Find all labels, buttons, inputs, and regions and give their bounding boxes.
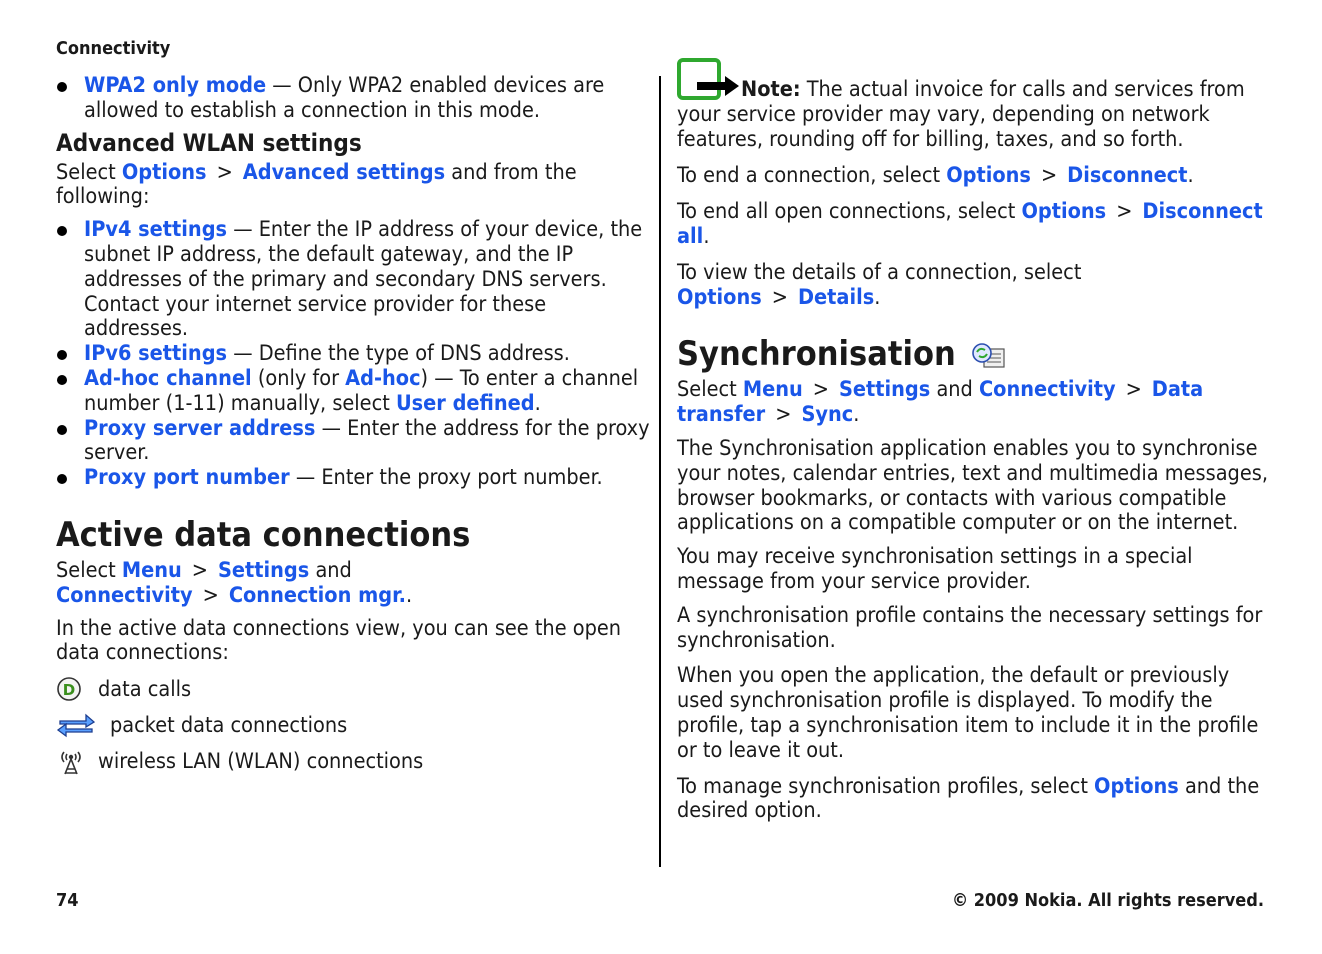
text-run: . — [874, 284, 881, 310]
copyright-notice: © 2009 Nokia. All rights reserved. — [951, 890, 1264, 911]
details-link[interactable]: Details — [797, 284, 875, 310]
options-link[interactable]: Options — [1021, 199, 1107, 225]
proxy-server-address-link[interactable]: Proxy server address — [84, 415, 316, 441]
adhoc-channel-link[interactable]: Ad-hoc channel — [84, 365, 252, 391]
path-separator: > — [1040, 163, 1058, 189]
disconnect-link[interactable]: Disconnect — [1067, 163, 1188, 189]
text-run: . — [534, 390, 541, 416]
path-separator: > — [216, 159, 233, 185]
note-icon — [677, 58, 741, 102]
connection-types — [56, 674, 652, 776]
path-separator: > — [1125, 377, 1142, 403]
ipv6-settings-link[interactable]: IPv6 settings — [84, 341, 228, 367]
active-connections-desc: In the active data connections view, you can see the open data connections: — [56, 615, 622, 666]
text-run: . — [405, 582, 413, 608]
end-all-paragraph — [677, 200, 1277, 250]
settings-link[interactable]: Settings — [217, 557, 310, 583]
text-run: and — [309, 557, 352, 583]
text-run: To end all open connections, select — [677, 199, 1022, 225]
list-item-text: — Enter the IP address of your device, the subnet IP address, the default gateway, and the IP addresses of the primary and secondary DNS servers. Contact your internet service provider for these addresses. — [84, 217, 643, 342]
column-divider — [659, 76, 661, 867]
running-header: Connectivity — [56, 38, 171, 59]
text-run: and the desired option. — [677, 773, 1260, 824]
adhoc-link[interactable]: Ad-hoc — [345, 365, 421, 391]
connection-type-row — [56, 674, 652, 704]
options-link[interactable]: Options — [121, 159, 207, 185]
details-paragraph — [677, 261, 1277, 311]
connection-type-label: packet data connections — [110, 712, 348, 738]
list-item-text: — Enter the address for the proxy server. — [84, 415, 650, 466]
menu-link[interactable]: Menu — [121, 557, 182, 583]
text-run: Select — [56, 557, 122, 583]
list-item — [56, 367, 652, 417]
synchronisation-heading-row — [677, 334, 1277, 374]
sync-paragraph-4: When you open the application, the default or previously used synchronisation profile is displayed. To modify the profile, tap a synchronisation item to include it in the profile or to leave it out. — [677, 663, 1259, 763]
sync-paragraph-3: A synchronisation profile contains the necessary settings for synchronisation. — [677, 602, 1263, 653]
advanced-settings-link[interactable]: Advanced settings — [242, 159, 446, 185]
options-link[interactable]: Options — [677, 284, 762, 310]
text-run: To end a connection, select — [677, 163, 947, 189]
path-separator: > — [775, 402, 792, 428]
path-separator: > — [771, 284, 788, 310]
list-item — [56, 342, 652, 367]
sync-paragraph-2: You may receive synchronisation settings in a special message from your service provider. — [677, 544, 1193, 594]
settings-link[interactable]: Settings — [838, 377, 931, 403]
list-item — [56, 218, 652, 342]
text-run: Select — [677, 377, 743, 403]
menu-link[interactable]: Menu — [742, 377, 803, 403]
synchronisation-heading: Synchronisation — [677, 334, 956, 375]
connection-type-row — [56, 746, 652, 776]
list-item — [56, 466, 652, 491]
ipv4-settings-link[interactable]: IPv4 settings — [84, 217, 228, 243]
sync-paragraph-5 — [677, 775, 1277, 825]
sync-path — [677, 378, 1277, 428]
wlan-antenna-icon — [56, 746, 90, 776]
path-separator: > — [191, 557, 208, 583]
text-run: . — [1187, 163, 1194, 189]
text-run: ) — To enter a channel number (1-11) manually, select — [84, 365, 639, 416]
path-separator: > — [202, 582, 219, 608]
connectivity-link[interactable]: Connectivity — [978, 377, 1116, 403]
list-item-text: — Define the type of DNS address. — [227, 341, 570, 367]
advanced-intro — [56, 161, 652, 211]
active-data-connections-heading: Active data connections — [56, 514, 471, 555]
options-link[interactable]: Options — [946, 163, 1031, 189]
text-run: . — [853, 402, 860, 428]
text-run: Select — [56, 159, 122, 185]
right-column — [677, 78, 1277, 824]
list-item — [56, 417, 652, 467]
path-separator: > — [1116, 199, 1133, 225]
wpa2-only-mode-link[interactable]: WPA2 only mode — [84, 73, 267, 98]
connection-type-label: data calls — [98, 676, 192, 702]
connection-type-row — [56, 710, 652, 740]
list-item — [56, 74, 652, 124]
note-label: Note: — [741, 77, 801, 102]
sync-app-icon — [970, 341, 1006, 373]
packet-data-icon — [56, 710, 102, 740]
sync-paragraph-1: The Synchronisation application enables you to synchronise your notes, calendar entries, text and multimedia messages, browser bookmarks, or contacts with various compatible applications on a compatible computer or on the internet. — [677, 435, 1268, 536]
note-paragraph — [677, 78, 1277, 152]
text-run: . — [703, 223, 710, 249]
list-item-text: — Enter the proxy port number. — [289, 465, 603, 491]
connectivity-link[interactable]: Connectivity — [56, 582, 193, 608]
text-run: and from the following: — [56, 159, 577, 210]
proxy-port-number-link[interactable]: Proxy port number — [84, 465, 290, 491]
sync-link[interactable]: Sync — [801, 402, 854, 428]
page-number: 74 — [56, 890, 79, 911]
wpa-list — [56, 74, 652, 124]
connection-type-label: wireless LAN (WLAN) connections — [98, 748, 424, 774]
list-item-text: — Only WPA2 enabled devices are allowed to establish a connection in this mode. — [84, 73, 605, 123]
options-link[interactable]: Options — [1094, 773, 1179, 799]
active-connections-path — [56, 559, 652, 609]
disconnect-all-link[interactable]: Disconnect all — [677, 199, 1263, 249]
data-call-icon — [56, 674, 90, 704]
data-transfer-link[interactable]: Data transfer — [677, 377, 1204, 428]
note-text: The actual invoice for calls and services from your service provider may vary, depending on network features, rounding off for billing, taxes, and so forth. — [677, 77, 1245, 152]
text-run: and — [930, 377, 979, 403]
text-run: To view the details of a connection, select — [677, 259, 1082, 285]
left-column — [56, 72, 652, 776]
text-run: (only for — [251, 365, 346, 391]
path-separator: > — [812, 377, 829, 403]
text-run: To manage synchronisation profiles, select — [677, 773, 1095, 799]
end-connection-paragraph — [677, 164, 1277, 189]
connection-mgr-link[interactable]: Connection mgr. — [228, 582, 406, 608]
advanced-settings-list — [56, 218, 652, 491]
svg-text:D: D — [62, 681, 76, 700]
user-defined-link[interactable]: User defined — [395, 390, 535, 416]
advanced-wlan-heading: Advanced WLAN settings — [56, 128, 362, 157]
